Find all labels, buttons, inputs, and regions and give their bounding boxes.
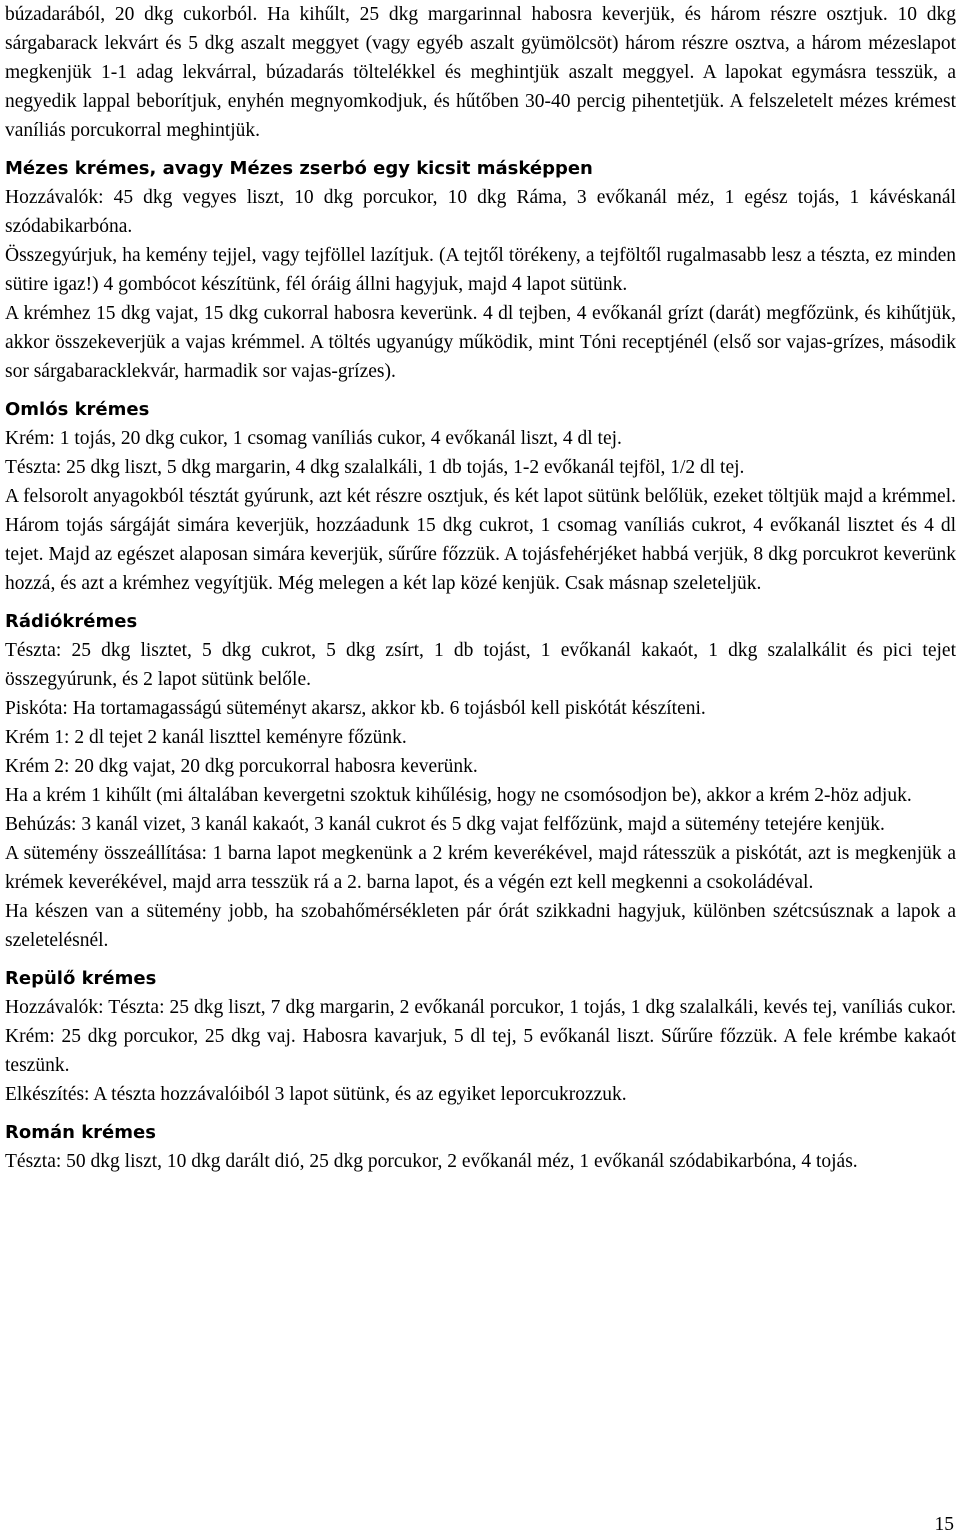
roman-dough: Tészta: 50 dkg liszt, 10 dkg darált dió, 25 dkg porcukor, 2 evőkanál méz, 1 evőkanál szódabikarbóna, 4 tojás. (5, 1151, 858, 1172)
radio-dough: Tészta: 25 dkg lisztet, 5 dkg cukrot, 5 dkg zsírt, 1 db tojást, 1 evőkanál kakaót, 1 dkg szalalkálit és pici tejet összegyúrunk, és 2 lapot sütünk belőle. (5, 640, 956, 690)
section-title-repulo-kremes: Repülő krémes (5, 968, 157, 989)
mezes-dough-instructions: Összegyúrjuk, ha kemény tejjel, vagy tejföllel lazítjuk. (A tejtől törékeny, a tejföltől rugalmasabb lesz a tészta, ez minden sütire igaz!) 4 gombócot készítünk, fél óráig állni hagyjuk, majd 4 lapot sütünk. (5, 245, 956, 295)
document-page (5, 0, 956, 1176)
section-title-radiokremes: Rádiókrémes (5, 611, 138, 632)
page-number: 15 (934, 1514, 954, 1535)
mezes-cream-instructions: A krémhez 15 dkg vajat, 15 dkg cukorral habosra keverünk. 4 dl tejben, 4 evőkanál grízt (darát) megfőzünk, és kihűtjük, akkor összekeverjük a vajas krémmel. A töltés ugyanúgy működik, mint Tóni receptjénél (első sor vajas-grízes, második sor sárgabaracklekvár, harmadik sor vajas-grízes). (5, 303, 956, 382)
radio-resting: Ha készen van a sütemény jobb, ha szobahőmérsékleten pár órát szikkadni hagyjuk, különben szétcsúsznak a lapok a szeletelésnél. (5, 901, 956, 951)
omlos-instructions: A felsorolt anyagokból tésztát gyúrunk, azt két részre osztjuk, és két lapot sütünk belőlük, ezeket töltjük majd a krémmel. Három tojás sárgáját simára keverjük, hozzáadunk 15 dkg cukrot, 1 csomag vaníliás cukrot, 4 evőkanál lisztet és 4 dl tejet. Majd az egészet alaposan simára keverjük, sűrűre főzzük. A tojásfehérjéket habbá verjük, 8 dkg porcukrot keverünk hozzá, és azt a krémhez vegyítjük. Még melegen a két lap közé kenjük. Csak másnap szeleteljük. (5, 486, 956, 594)
radio-cream-combine: Ha a krém 1 kihűlt (mi általában kevergetni szoktuk kihűlésig, hogy ne csomósodjon be), akkor a krém 2-höz adjuk. (5, 785, 912, 806)
repulo-preparation: Elkészítés: A tészta hozzávalóiból 3 lapot sütünk, és az egyiket leporcukrozzuk. (5, 1084, 627, 1105)
intro-paragraph: búzadarából, 20 dkg cukorból. Ha kihűlt, 25 dkg margarinnal habosra keverjük, és három részre osztjuk. 10 dkg sárgabarack lekvárt és 5 dkg aszalt meggyet (vagy egyéb aszalt gyümölcsöt) három részre osztva, a három mézeslapot megkenjük 1-1 adag lekvárral, búzadarás töltelékkel és meghintjük aszalt meggyel. A lapokat egymásra tesszük, a negyedik lappal beborítjuk, enyhén megnyomkodjuk, és hűtőben 30-40 percig pihentetjük. A felszeletelt mézes krémest vaníliás porcukorral meghintjük. (5, 4, 956, 141)
section-title-mezes-kremes: Mézes krémes, avagy Mézes zserbó egy kicsit másképpen (5, 158, 593, 179)
section-title-roman-kremes: Román krémes (5, 1122, 156, 1143)
radio-sponge: Piskóta: Ha tortamagasságú süteményt akarsz, akkor kb. 6 tojásból kell piskótát készíteni. (5, 698, 706, 719)
omlos-cream-ingredients: Krém: 1 tojás, 20 dkg cukor, 1 csomag vaníliás cukor, 4 evőkanál liszt, 4 dl tej. (5, 428, 622, 449)
radio-cream-1: Krém 1: 2 dl tejet 2 kanál liszttel keményre főzünk. (5, 727, 407, 748)
radio-cream-2: Krém 2: 20 dkg vajat, 20 dkg porcukorral habosra keverünk. (5, 756, 478, 777)
radio-assembly: A sütemény összeállítása: 1 barna lapot megkenünk a 2 krém keverékével, majd rátesszük a piskótát, azt is megkenjük a krémek keverékével, majd arra tesszük rá a 2. barna lapot, és a végén ezt kell megkenni a csokoládéval. (5, 843, 956, 893)
mezes-ingredients: Hozzávalók: 45 dkg vegyes liszt, 10 dkg porcukor, 10 dkg Ráma, 3 evőkanál méz, 1 egész tojás, 1 kávéskanál szódabikarbóna. (5, 187, 956, 237)
section-title-omlos-kremes: Omlós krémes (5, 399, 150, 420)
repulo-ingredients: Hozzávalók: Tészta: 25 dkg liszt, 7 dkg margarin, 2 evőkanál porcukor, 1 tojás, 1 dkg szalalkáli, kevés tej, vaníliás cukor. Krém: 25 dkg porcukor, 25 dkg vaj. Habosra kavarjuk, 5 dl tej, 5 evőkanál liszt. Sűrűre főzzük. A fele krémbe kakaót teszünk. (5, 997, 956, 1076)
omlos-dough-ingredients: Tészta: 25 dkg liszt, 5 dkg margarin, 4 dkg szalalkáli, 1 db tojás, 1-2 evőkanál tejföl, 1/2 dl tej. (5, 457, 745, 478)
radio-glaze: Behúzás: 3 kanál vizet, 3 kanál kakaót, 3 kanál cukrot és 5 dkg vajat felfőzünk, majd a sütemény tetejére kenjük. (5, 814, 885, 835)
